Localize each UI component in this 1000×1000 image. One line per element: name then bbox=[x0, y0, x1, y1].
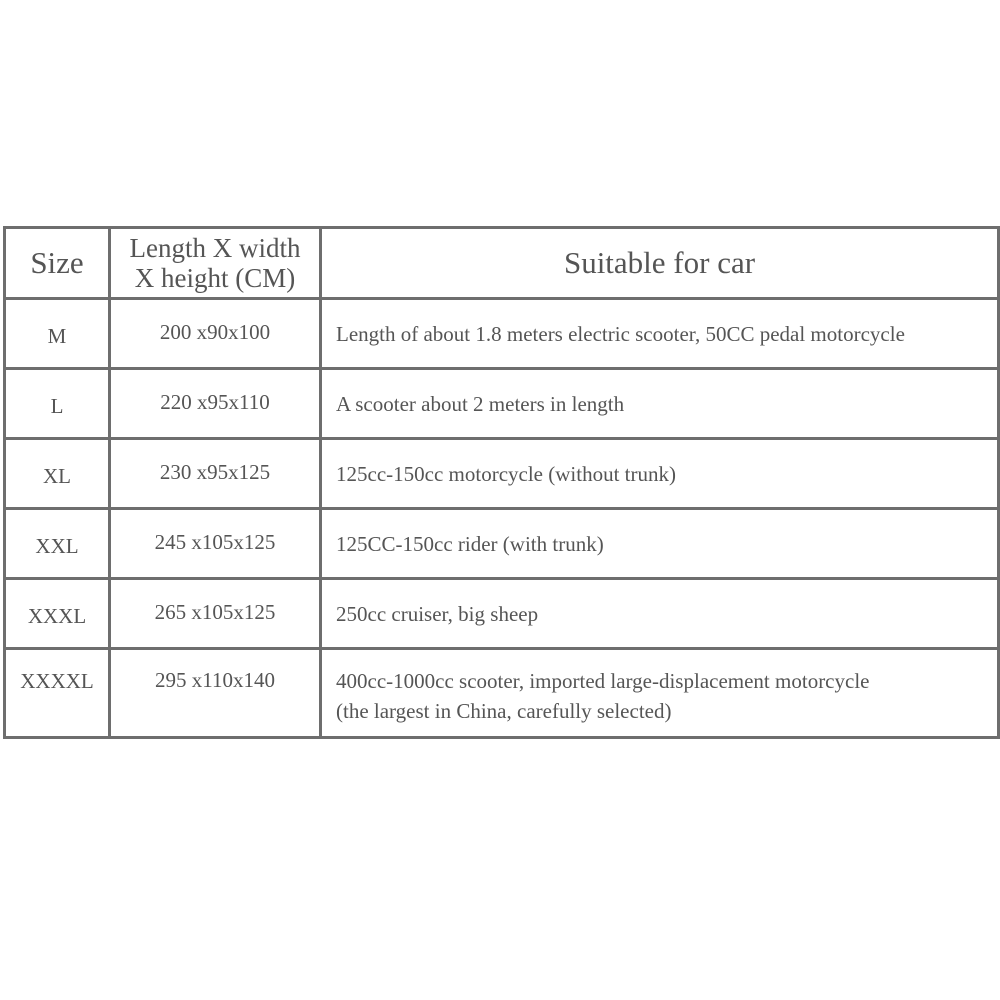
dimensions-cell: 230 x95x125 bbox=[110, 439, 321, 509]
size-cell: XL bbox=[5, 439, 110, 509]
table-row bbox=[5, 439, 999, 509]
dimensions-cell: 295 x110x140 bbox=[110, 649, 321, 738]
suitable-car-cell bbox=[321, 579, 999, 649]
suitable-car-cell bbox=[321, 509, 999, 579]
suitable-car-text: Length of about 1.8 meters electric scooter, 50CC pedal motorcycle bbox=[336, 322, 905, 346]
size-chart-table bbox=[3, 226, 1000, 739]
suitable-car-text: 250cc cruiser, big sheep bbox=[336, 602, 539, 626]
dimensions-cell: 220 x95x110 bbox=[110, 369, 321, 439]
suitable-car-text: 400cc-1000cc scooter, imported large-displacement motorcycle bbox=[336, 669, 870, 693]
suitable-car-cell bbox=[321, 299, 999, 369]
size-cell: L bbox=[5, 369, 110, 439]
suitable-car-cell bbox=[321, 439, 999, 509]
size-cell: XXXL bbox=[5, 579, 110, 649]
header-dimensions-line-2: X height (CM) bbox=[134, 263, 296, 293]
table-row bbox=[5, 369, 999, 439]
dimensions-cell: 245 x105x125 bbox=[110, 509, 321, 579]
dimensions-cell: 200 x90x100 bbox=[110, 299, 321, 369]
size-cell: XXL bbox=[5, 509, 110, 579]
size-cell: XXXXL bbox=[5, 649, 110, 738]
table-header-row bbox=[5, 228, 999, 299]
header-suitable-for-car: Suitable for car bbox=[321, 228, 999, 299]
dimensions-cell: 265 x105x125 bbox=[110, 579, 321, 649]
header-dimensions bbox=[110, 228, 321, 299]
table-row bbox=[5, 299, 999, 369]
header-size: Size bbox=[5, 228, 110, 299]
table-row bbox=[5, 509, 999, 579]
table-row bbox=[5, 649, 999, 738]
suitable-car-text: 125cc-150cc motorcycle (without trunk) bbox=[336, 462, 676, 486]
suitable-car-text: A scooter about 2 meters in length bbox=[336, 392, 625, 416]
suitable-car-text: (the largest in China, carefully selected) bbox=[336, 699, 672, 723]
header-dimensions-line-1: Length X width bbox=[129, 233, 301, 263]
suitable-car-cell bbox=[321, 649, 999, 738]
size-cell: M bbox=[5, 299, 110, 369]
suitable-car-text: 125CC-150cc rider (with trunk) bbox=[336, 532, 604, 556]
suitable-car-cell bbox=[321, 369, 999, 439]
table-row bbox=[5, 579, 999, 649]
